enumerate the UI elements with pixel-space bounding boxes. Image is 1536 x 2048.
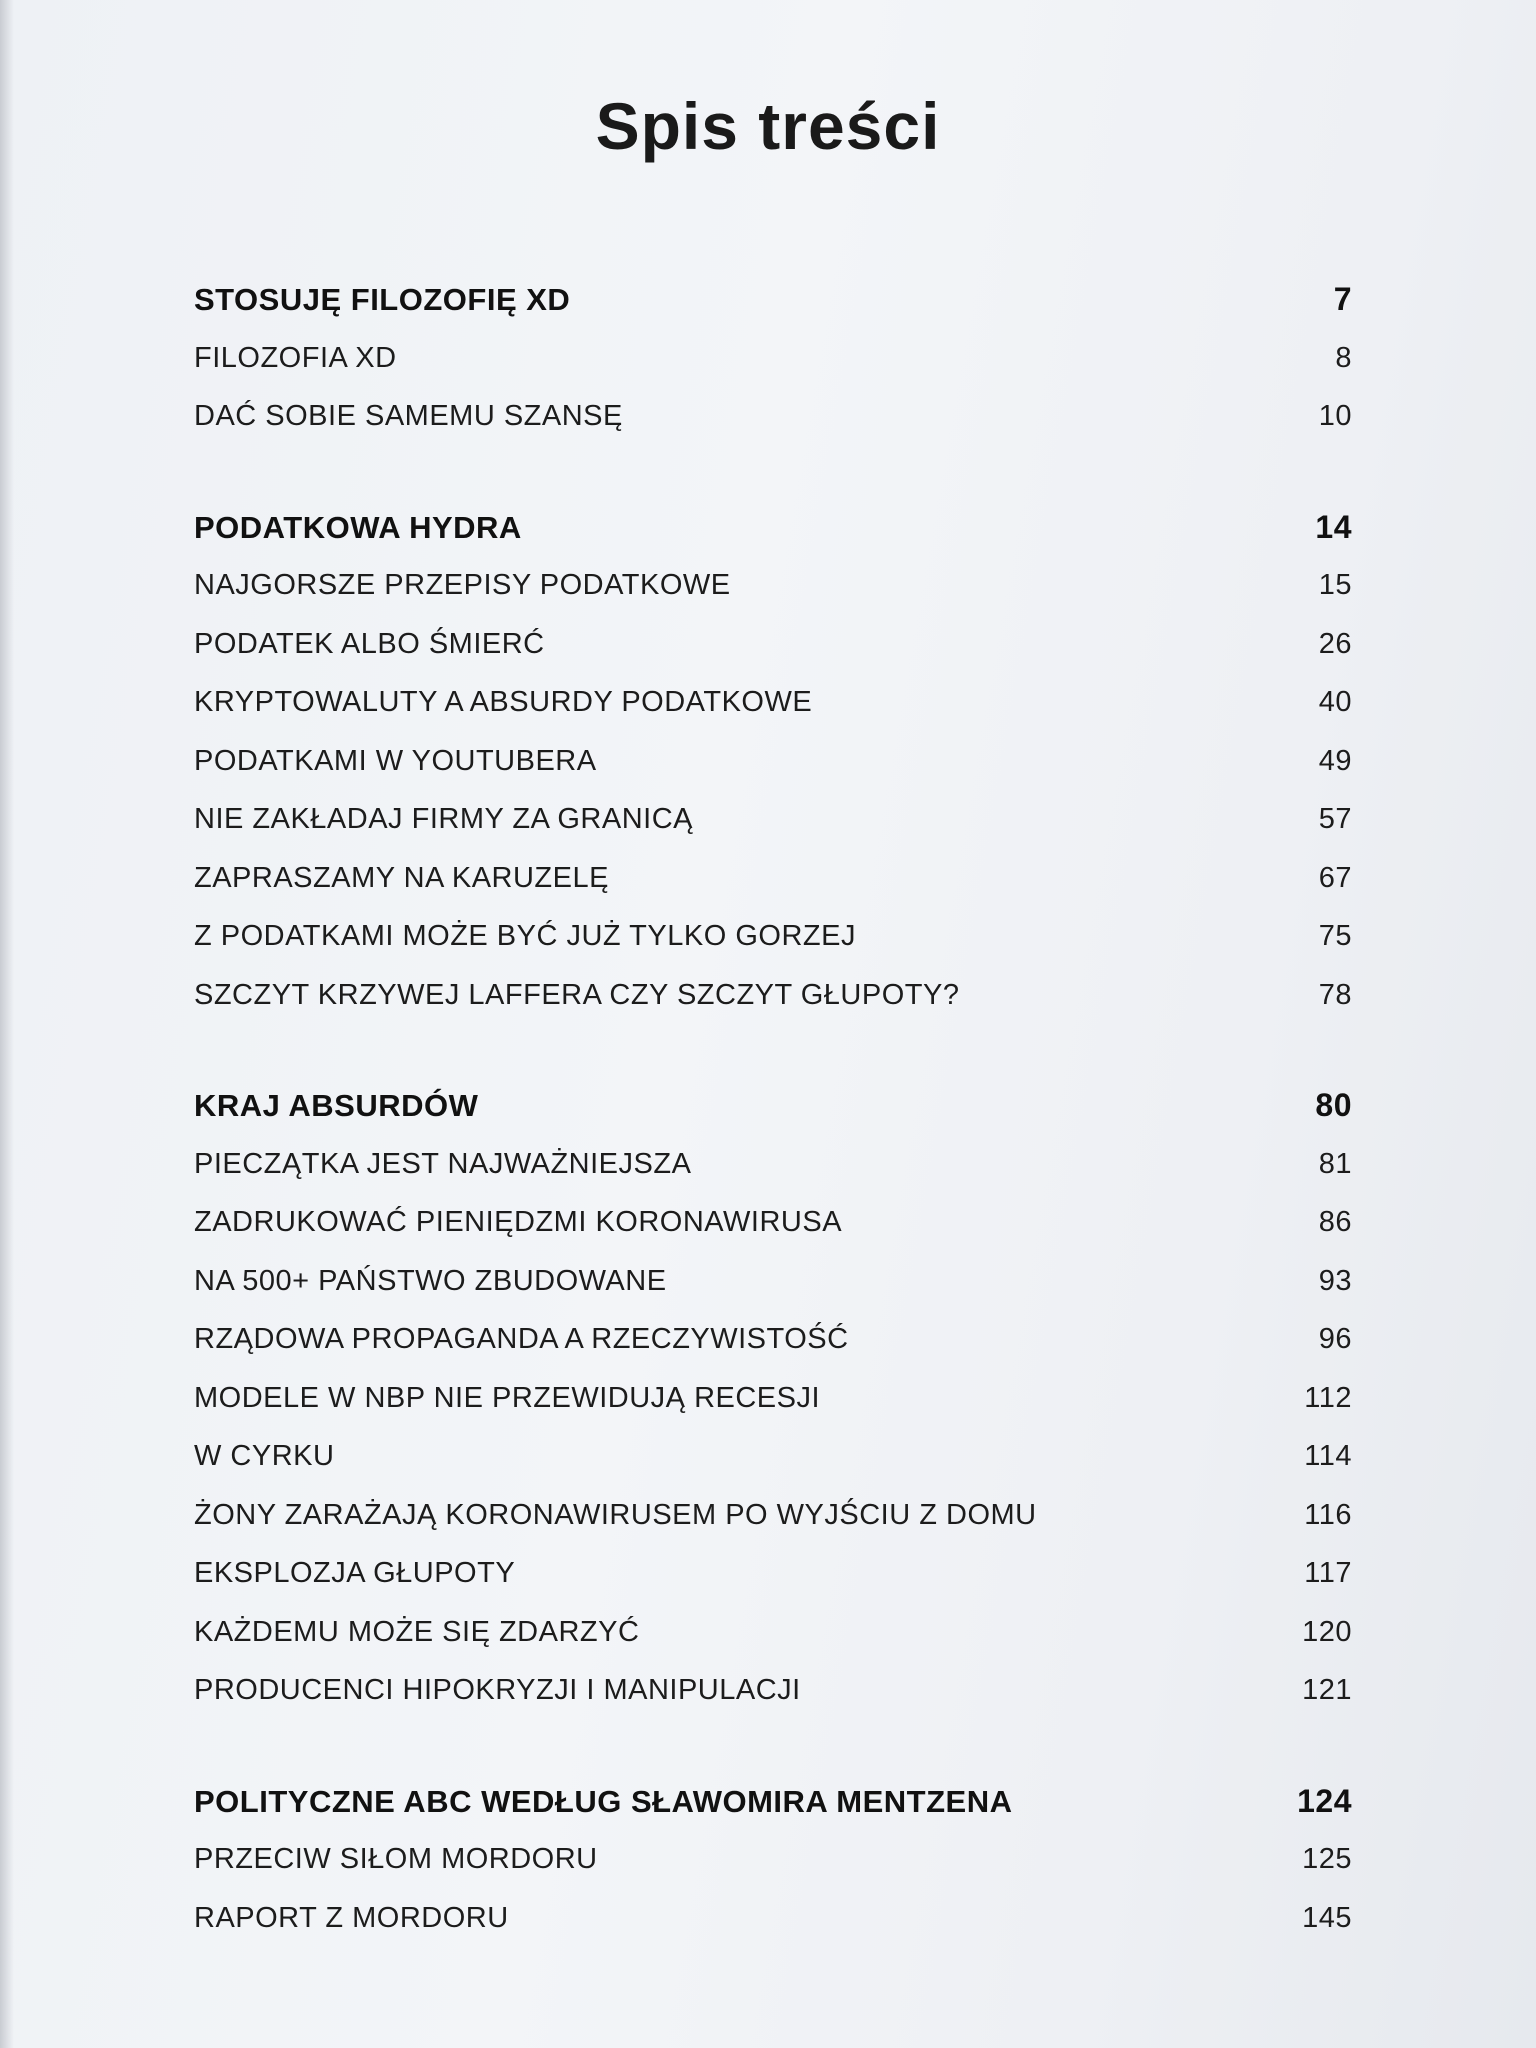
toc-entry-label: RZĄDOWA PROPAGANDA A RZECZYWISTOŚĆ xyxy=(194,1323,849,1355)
toc-entry-label: ZAPRASZAMY NA KARUZELĘ xyxy=(194,861,609,894)
toc-section xyxy=(194,1772,1366,1948)
toc-heading-page: 80 xyxy=(1315,1087,1352,1123)
toc-entry[interactable] xyxy=(194,849,1366,908)
toc-entry-label: MODELE W NBP NIE PRZEWIDUJĄ RECESJI xyxy=(194,1381,821,1414)
toc-entry[interactable] xyxy=(194,1252,1366,1311)
toc-entry-page: 145 xyxy=(1302,1901,1352,1934)
toc-entry-page: 67 xyxy=(1318,861,1352,894)
toc-heading-page: 14 xyxy=(1315,508,1352,545)
toc-entry[interactable] xyxy=(194,1427,1366,1486)
toc-entry[interactable] xyxy=(194,1603,1366,1662)
toc-entry-page: 15 xyxy=(1318,569,1352,601)
toc-section xyxy=(194,1076,1366,1720)
toc-heading-label: POLITYCZNE ABC WEDŁUG SŁAWOMIRA MENTZENA xyxy=(194,1783,1013,1819)
toc-section-heading[interactable] xyxy=(194,1076,1366,1135)
toc-entry[interactable] xyxy=(194,790,1366,849)
toc-entry-page: 8 xyxy=(1335,341,1352,374)
toc-entry-label: SZCZYT KRZYWEJ LAFFERA CZY SZCZYT GŁUPOTY? xyxy=(194,978,960,1011)
toc-entry-label: PIECZĄTKA JEST NAJWAŻNIEJSZA xyxy=(194,1147,692,1180)
toc-entry[interactable] xyxy=(194,615,1366,674)
toc-entry-label: PODATEK ALBO ŚMIERĆ xyxy=(194,627,545,660)
toc-entry[interactable] xyxy=(194,1830,1366,1889)
toc-entry-page: 40 xyxy=(1318,686,1352,718)
toc-entry-page: 96 xyxy=(1318,1323,1352,1355)
toc-entry-label: EKSPLOZJA GŁUPOTY xyxy=(194,1557,516,1589)
toc-entry-label: NIE ZAKŁADAJ FIRMY ZA GRANICĄ xyxy=(194,803,694,835)
toc-entry-page: 75 xyxy=(1318,920,1352,952)
toc-entry[interactable] xyxy=(194,1661,1366,1720)
toc-entry[interactable] xyxy=(194,387,1366,446)
toc-heading-label: KRAJ ABSURDÓW xyxy=(194,1088,479,1123)
toc-entry[interactable] xyxy=(194,1369,1366,1428)
toc-entry-page: 86 xyxy=(1318,1206,1352,1238)
toc-section-heading[interactable] xyxy=(194,1772,1366,1831)
toc-entry-page: 81 xyxy=(1318,1147,1352,1180)
toc-heading-page: 124 xyxy=(1297,1782,1352,1819)
toc-entry[interactable] xyxy=(194,1889,1366,1948)
table-of-contents xyxy=(194,270,1366,1999)
toc-entry-page: 121 xyxy=(1302,1674,1352,1706)
toc-entry-label: PRODUCENCI HIPOKRYZJI I MANIPULACJI xyxy=(194,1674,801,1706)
toc-entry[interactable] xyxy=(194,673,1366,732)
toc-entry[interactable] xyxy=(194,1486,1366,1545)
toc-entry-page: 49 xyxy=(1318,744,1352,777)
toc-entry-label: RAPORT Z MORDORU xyxy=(194,1901,509,1934)
toc-entry-label: Z PODATKAMI MOŻE BYĆ JUŻ TYLKO GORZEJ xyxy=(194,920,856,952)
toc-entry[interactable] xyxy=(194,329,1366,388)
toc-entry[interactable] xyxy=(194,966,1366,1025)
toc-entry[interactable] xyxy=(194,556,1366,615)
toc-entry-label: KAŻDEMU MOŻE SIĘ ZDARZYĆ xyxy=(194,1615,640,1648)
toc-entry-label: ZADRUKOWAĆ PIENIĘDZMI KORONAWIRUSA xyxy=(194,1206,843,1238)
toc-entry[interactable] xyxy=(194,1135,1366,1194)
toc-entry-page: 26 xyxy=(1318,627,1352,660)
toc-entry-page: 10 xyxy=(1318,400,1352,432)
toc-entry-page: 114 xyxy=(1304,1440,1352,1472)
toc-entry-label: NA 500+ PAŃSTWO ZBUDOWANE xyxy=(194,1264,667,1297)
toc-entry-label: W CYRKU xyxy=(194,1440,335,1472)
toc-entry[interactable] xyxy=(194,1193,1366,1252)
toc-entry-page: 120 xyxy=(1302,1615,1352,1648)
toc-entry[interactable] xyxy=(194,1544,1366,1603)
toc-entry[interactable] xyxy=(194,732,1366,791)
toc-section xyxy=(194,270,1366,446)
toc-section xyxy=(194,498,1366,1025)
toc-entry-page: 117 xyxy=(1304,1557,1352,1589)
toc-heading-page: 7 xyxy=(1333,281,1352,317)
toc-entry-label: FILOZOFIA XD xyxy=(194,341,397,374)
toc-entry-label: ŻONY ZARAŻAJĄ KORONAWIRUSEM PO WYJŚCIU Z DOMU xyxy=(194,1498,1037,1531)
toc-entry-label: PODATKAMI W YOUTUBERA xyxy=(194,744,597,777)
toc-heading-label: STOSUJĘ FILOZOFIĘ XD xyxy=(194,282,571,317)
toc-entry-label: PRZECIW SIŁOM MORDORU xyxy=(194,1843,598,1875)
toc-entry-label: NAJGORSZE PRZEPISY PODATKOWE xyxy=(194,569,731,601)
toc-entry-page: 116 xyxy=(1304,1498,1352,1531)
toc-entry-label: DAĆ SOBIE SAMEMU SZANSĘ xyxy=(194,400,623,432)
toc-entry-label: KRYPTOWALUTY A ABSURDY PODATKOWE xyxy=(194,686,813,718)
toc-heading-label: PODATKOWA HYDRA xyxy=(194,509,522,545)
toc-entry-page: 57 xyxy=(1318,803,1352,835)
toc-entry[interactable] xyxy=(194,907,1366,966)
toc-entry-page: 93 xyxy=(1318,1264,1352,1297)
toc-section-heading[interactable] xyxy=(194,270,1366,329)
toc-entry-page: 125 xyxy=(1302,1843,1352,1875)
toc-entry[interactable] xyxy=(194,1310,1366,1369)
page-title: Spis treści xyxy=(595,89,941,163)
toc-entry-page: 78 xyxy=(1318,978,1352,1011)
toc-entry-page: 112 xyxy=(1304,1381,1352,1414)
toc-section-heading[interactable] xyxy=(194,498,1366,557)
